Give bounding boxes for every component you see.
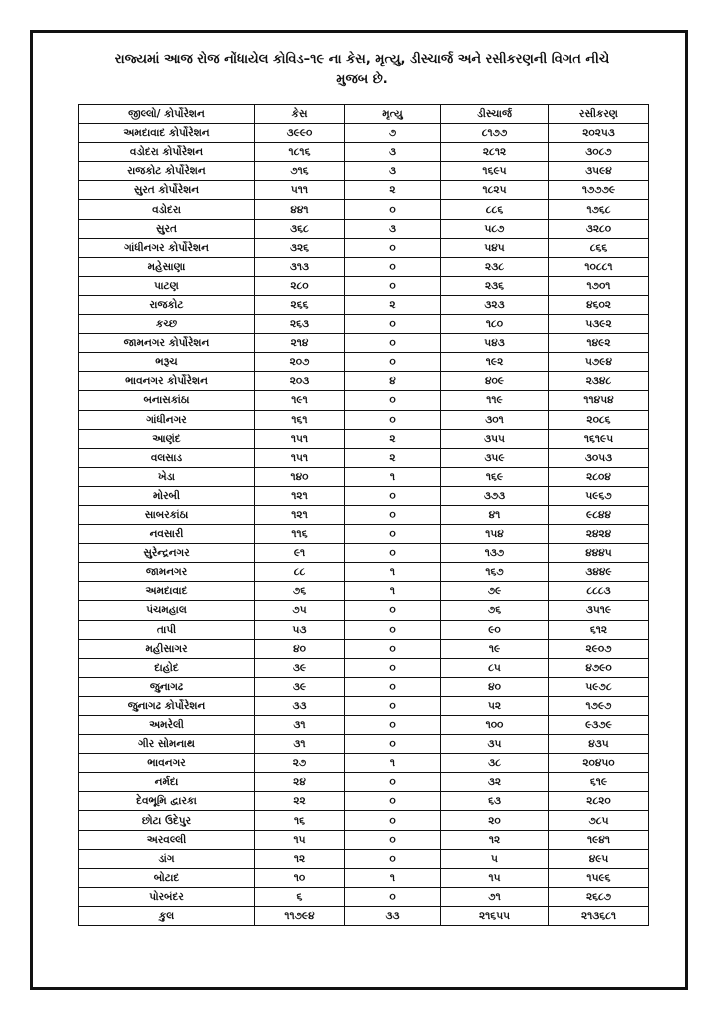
deaths-cell: ૩ [345,162,441,181]
discharge-cell: ૧૫૪ [441,525,549,544]
table-row [79,257,649,276]
table-row [79,544,649,563]
cases-cell: ૭૫ [255,601,345,620]
deaths-cell: ૧ [345,467,441,486]
vaccination-cell: ૧૧૪૫૪ [549,391,649,410]
discharge-cell: ૩૨ [441,773,549,792]
table-row [79,219,649,238]
cases-cell: ૫૧૧ [255,181,345,200]
table-row [79,162,649,181]
total-row [79,906,649,925]
district-cell: સુરેન્દ્રનગર [79,544,255,563]
vaccination-cell: ૪૯૫ [549,849,649,868]
district-cell: ખેડા [79,467,255,486]
vaccination-cell: ૪૭૯૦ [549,658,649,677]
vaccination-cell: ૧૦૮૮૧ [549,257,649,276]
vaccination-cell: ૪૪૪૫ [549,544,649,563]
vaccination-cell: ૪૬૦૨ [549,295,649,314]
cases-cell: ૩૧૩ [255,257,345,276]
table-row [79,238,649,257]
district-cell: આણંદ [79,429,255,448]
district-cell: મહેસાણા [79,257,255,276]
cases-cell: ૪૦ [255,639,345,658]
table-row [79,830,649,849]
vaccination-cell: ૬૧૯ [549,773,649,792]
discharge-cell: ૮૮૬ [441,200,549,219]
header-discharge: ડીસ્ચાર્જ [441,105,549,124]
cases-cell: ૧૨૧ [255,505,345,524]
vaccination-cell: ૩૦૫૩ [549,448,649,467]
deaths-cell: ૦ [345,276,441,295]
discharge-cell: ૧૨ [441,830,549,849]
cases-cell: ૧૬ [255,811,345,830]
cases-cell: ૬ [255,887,345,906]
discharge-cell: ૧૮૨૫ [441,181,549,200]
discharge-cell: ૭૬ [441,601,549,620]
cases-cell: ૫૩ [255,620,345,639]
deaths-cell: ૦ [345,315,441,334]
deaths-cell: ૦ [345,334,441,353]
discharge-cell: ૪૦૯ [441,372,549,391]
vaccination-cell: ૩૫૯૪ [549,162,649,181]
vaccination-cell: ૧૭૦૧ [549,276,649,295]
table-row [79,563,649,582]
vaccination-cell: ૫૭૯૪ [549,353,649,372]
discharge-cell: ૫૪૩ [441,334,549,353]
district-cell: જામનગર [79,563,255,582]
deaths-cell: ૦ [345,257,441,276]
table-row [79,696,649,715]
cases-cell: ૧૫૧ [255,448,345,467]
district-cell: પાટણ [79,276,255,295]
table-row [79,582,649,601]
vaccination-cell: ૪૩૫ [549,735,649,754]
deaths-cell: ૨ [345,181,441,200]
deaths-cell: ૭ [345,124,441,143]
cases-cell: ૨૭ [255,754,345,773]
deaths-cell: ૦ [345,391,441,410]
cases-cell: ૨૬૬ [255,295,345,314]
table-row [79,601,649,620]
district-cell: અરવલ્લી [79,830,255,849]
table-row [79,639,649,658]
cases-cell: ૯૧ [255,544,345,563]
district-cell: ગાંધીનગર કોર્પોરેશન [79,238,255,257]
discharge-cell: ૪૦ [441,677,549,696]
table-row [79,372,649,391]
district-cell: સુરત [79,219,255,238]
vaccination-cell: ૩૦૮૭ [549,143,649,162]
vaccination-cell: ૨૩૪૮ [549,372,649,391]
discharge-cell: ૪૧ [441,505,549,524]
district-cell: ગાંધીનગર [79,410,255,429]
vaccination-cell: ૯૮૪૪ [549,505,649,524]
table-row [79,448,649,467]
district-cell: નવસારી [79,525,255,544]
cases-cell: ૧૪૦ [255,467,345,486]
cases-cell: ૨૧૪ [255,334,345,353]
discharge-cell: ૩૦૧ [441,410,549,429]
discharge-cell: ૫ [441,849,549,868]
discharge-cell: ૩૫૯ [441,448,549,467]
district-cell: કચ્છ [79,315,255,334]
cases-cell: ૨૨ [255,792,345,811]
district-cell: જામનગર કોર્પોરેશન [79,334,255,353]
deaths-cell: ૦ [345,544,441,563]
deaths-cell: ૦ [345,716,441,735]
vaccination-cell: ૨૦૮૬ [549,410,649,429]
vaccination-cell: ૨૮૨૦ [549,792,649,811]
district-cell: વડોદરા કોર્પોરેશન [79,143,255,162]
vaccination-cell: ૧૯૪૧ [549,830,649,849]
header-district: જીલ્લો/ કોર્પોરેશન [79,105,255,124]
deaths-cell: ૦ [345,830,441,849]
discharge-cell: ૨૮૧૨ [441,143,549,162]
cases-cell: ૩૧ [255,735,345,754]
discharge-cell: ૩૭૩ [441,486,549,505]
cases-cell: ૨૦૩ [255,372,345,391]
table-row [79,410,649,429]
discharge-cell: ૧૯ [441,639,549,658]
vaccination-cell: ૮૮૮૩ [549,582,649,601]
vaccination-cell: ૨૦૨૫૩ [549,124,649,143]
cases-cell: ૭૧૬ [255,162,345,181]
header-vaccination: રસીકરણ [549,105,649,124]
table-header-row [79,105,649,124]
vaccination-cell: ૬૧૨ [549,620,649,639]
deaths-cell: ૦ [345,696,441,715]
district-cell: ગીર સોમનાથ [79,735,255,754]
discharge-cell: ૩૮ [441,754,549,773]
district-cell: નર્મદા [79,773,255,792]
table-row [79,887,649,906]
deaths-cell: ૨ [345,429,441,448]
deaths-cell: ૦ [345,486,441,505]
discharge-cell: ૧૬૭ [441,563,549,582]
deaths-cell: ૦ [345,639,441,658]
deaths-cell: ૩ [345,219,441,238]
district-cell: તાપી [79,620,255,639]
table-row [79,276,649,295]
cases-cell: ૮૮ [255,563,345,582]
vaccination-cell: ૫૯૬૭ [549,486,649,505]
vaccination-cell: ૨૮૦૪ [549,467,649,486]
table-row [79,391,649,410]
table-row [79,773,649,792]
vaccination-cell: ૨૦૪૫૦ [549,754,649,773]
discharge-cell: ૬૩ [441,792,549,811]
discharge-cell: ૨૩૮ [441,257,549,276]
district-cell: જુનાગઢ કોર્પોરેશન [79,696,255,715]
deaths-cell: ૨ [345,448,441,467]
table-row [79,658,649,677]
table-row [79,505,649,524]
deaths-cell: ૦ [345,238,441,257]
vaccination-cell: ૧૬૧૯૫ [549,429,649,448]
table-row [79,429,649,448]
discharge-cell: ૨૩૬ [441,276,549,295]
discharge-cell: ૨૦ [441,811,549,830]
deaths-cell: ૦ [345,773,441,792]
cases-cell: ૩૬૮ [255,219,345,238]
cases-cell: ૧૨ [255,849,345,868]
table-row [79,525,649,544]
table-row [79,620,649,639]
table-row [79,124,649,143]
vaccination-cell: ૩૫૧૯ [549,601,649,620]
cases-cell: ૧૫ [255,830,345,849]
cases-cell: ૧૯૧ [255,391,345,410]
vaccination-cell: ૫૩૯૨ [549,315,649,334]
total-discharge-cell: ૨૧૬૫૫ [441,906,549,925]
total-deaths-cell: ૩૩ [345,906,441,925]
vaccination-cell: ૨૯૦૭ [549,639,649,658]
discharge-cell: ૧૬૯૫ [441,162,549,181]
table-row [79,735,649,754]
deaths-cell: ૦ [345,887,441,906]
discharge-cell: ૮૧૭૭ [441,124,549,143]
discharge-cell: ૫૪૫ [441,238,549,257]
table-row [79,295,649,314]
deaths-cell: ૦ [345,601,441,620]
cases-cell: ૧૮૧૬ [255,143,345,162]
deaths-cell: ૪ [345,372,441,391]
table-row [79,353,649,372]
cases-cell: ૧૫૧ [255,429,345,448]
district-cell: દેવભૂમિ દ્વારકા [79,792,255,811]
vaccination-cell: ૫૯૭૮ [549,677,649,696]
deaths-cell: ૦ [345,200,441,219]
vaccination-cell: ૨૬૮૭ [549,887,649,906]
table-row [79,811,649,830]
table-row [79,200,649,219]
discharge-cell: ૮૫ [441,658,549,677]
discharge-cell: ૧૯૨ [441,353,549,372]
district-cell: મહીસાગર [79,639,255,658]
district-cell: બોટાદ [79,868,255,887]
district-cell: રાજકોટ કોર્પોરેશન [79,162,255,181]
vaccination-cell: ૧૭૭૭૯ [549,181,649,200]
deaths-cell: ૦ [345,849,441,868]
table-row [79,677,649,696]
vaccination-cell: ૩૪૪૯ [549,563,649,582]
district-cell: સાબરકાંઠા [79,505,255,524]
cases-cell: ૨૮૦ [255,276,345,295]
table-row [79,716,649,735]
district-cell: ડાંગ [79,849,255,868]
district-cell: ભાવનગર [79,754,255,773]
discharge-cell: ૭૧ [441,887,549,906]
cases-cell: ૧૬૧ [255,410,345,429]
total-district-cell: કુલ [79,906,255,925]
discharge-cell: ૧૬૯ [441,467,549,486]
table-row [79,486,649,505]
district-cell: બનાસકાંઠા [79,391,255,410]
discharge-cell: ૯૦ [441,620,549,639]
table-row [79,792,649,811]
discharge-cell: ૫૮૭ [441,219,549,238]
heading-line-1: રાજ્યમાં આજ રોજ નોંધાયેલ કોવિડ–૧૯ ના કેસ, મૃત્યુ, ડીસ્ચાર્જ અને રસીકરણની વિગત નીચે [114,52,610,67]
discharge-cell: ૧૦૦ [441,716,549,735]
cases-cell: ૧૨૧ [255,486,345,505]
vaccination-cell: ૧૭૯૭ [549,696,649,715]
total-cases-cell: ૧૧૭૯૪ [255,906,345,925]
vaccination-cell: ૧૭૬૮ [549,200,649,219]
heading-line-2: મુજબ છે. [336,72,388,87]
deaths-cell: ૦ [345,811,441,830]
deaths-cell: ૦ [345,735,441,754]
deaths-cell: ૦ [345,620,441,639]
deaths-cell: ૦ [345,792,441,811]
table-row [79,868,649,887]
cases-cell: ૧૧૬ [255,525,345,544]
deaths-cell: ૦ [345,525,441,544]
deaths-cell: ૧ [345,868,441,887]
vaccination-cell: ૧૫૯૬ [549,868,649,887]
table-row [79,334,649,353]
cases-cell: ૨૪ [255,773,345,792]
cases-cell: ૨૦૭ [255,353,345,372]
deaths-cell: ૦ [345,353,441,372]
district-cell: રાજકોટ [79,295,255,314]
header-deaths: મૃત્યુ [345,105,441,124]
covid-district-table [78,104,649,926]
total-vaccination-cell: ૨૧૩૬૮૧ [549,906,649,925]
cases-cell: ૩૯ [255,677,345,696]
table-row [79,315,649,334]
district-cell: વલસાડ [79,448,255,467]
vaccination-cell: ૩૨૮૦ [549,219,649,238]
discharge-cell: ૧૩૭ [441,544,549,563]
table-row [79,143,649,162]
district-cell: ભરૂચ [79,353,255,372]
vaccination-cell: ૭૮૫ [549,811,649,830]
district-cell: જુનાગઢ [79,677,255,696]
deaths-cell: ૦ [345,410,441,429]
district-cell: અમરેલી [79,716,255,735]
deaths-cell: ૧ [345,754,441,773]
cases-cell: ૩૧ [255,716,345,735]
district-cell: અમદાવાદ કોર્પોરેશન [79,124,255,143]
table-row [79,181,649,200]
table-body [79,124,649,926]
district-cell: મોરબી [79,486,255,505]
cases-cell: ૨૬૩ [255,315,345,334]
cases-cell: ૩૯૯૦ [255,124,345,143]
district-cell: અમદાવાદ [79,582,255,601]
cases-cell: ૭૬ [255,582,345,601]
district-cell: ભાવનગર કોર્પોરેશન [79,372,255,391]
cases-cell: ૩૩ [255,696,345,715]
vaccination-cell: ૧૪૯૨ [549,334,649,353]
deaths-cell: ૨ [345,295,441,314]
vaccination-cell: ૨૪૨૪ [549,525,649,544]
district-cell: દાહોદ [79,658,255,677]
discharge-cell: ૫૨ [441,696,549,715]
discharge-cell: ૭૯ [441,582,549,601]
table-row [79,849,649,868]
discharge-cell: ૧૫ [441,868,549,887]
deaths-cell: ૦ [345,505,441,524]
discharge-cell: ૩૫ [441,735,549,754]
district-cell: પંચમહાલ [79,601,255,620]
cases-cell: ૩૨૬ [255,238,345,257]
cases-cell: ૧૦ [255,868,345,887]
district-cell: સુરત કોર્પોરેશન [79,181,255,200]
table-row [79,467,649,486]
page-heading [30,50,694,90]
vaccination-cell: ૯૩૭૯ [549,716,649,735]
table-row [79,754,649,773]
deaths-cell: ૧ [345,582,441,601]
discharge-cell: ૩૫૫ [441,429,549,448]
district-cell: વડોદરા [79,200,255,219]
deaths-cell: ૦ [345,658,441,677]
discharge-cell: ૧૧૯ [441,391,549,410]
vaccination-cell: ૮૬૬ [549,238,649,257]
discharge-cell: ૧૮૦ [441,315,549,334]
discharge-cell: ૩૨૩ [441,295,549,314]
deaths-cell: ૩ [345,143,441,162]
header-cases: કેસ [255,105,345,124]
deaths-cell: ૦ [345,677,441,696]
cases-cell: ૪૪૧ [255,200,345,219]
deaths-cell: ૧ [345,563,441,582]
cases-cell: ૩૯ [255,658,345,677]
district-cell: છોટા ઉદેપુર [79,811,255,830]
district-cell: પોરબંદર [79,887,255,906]
